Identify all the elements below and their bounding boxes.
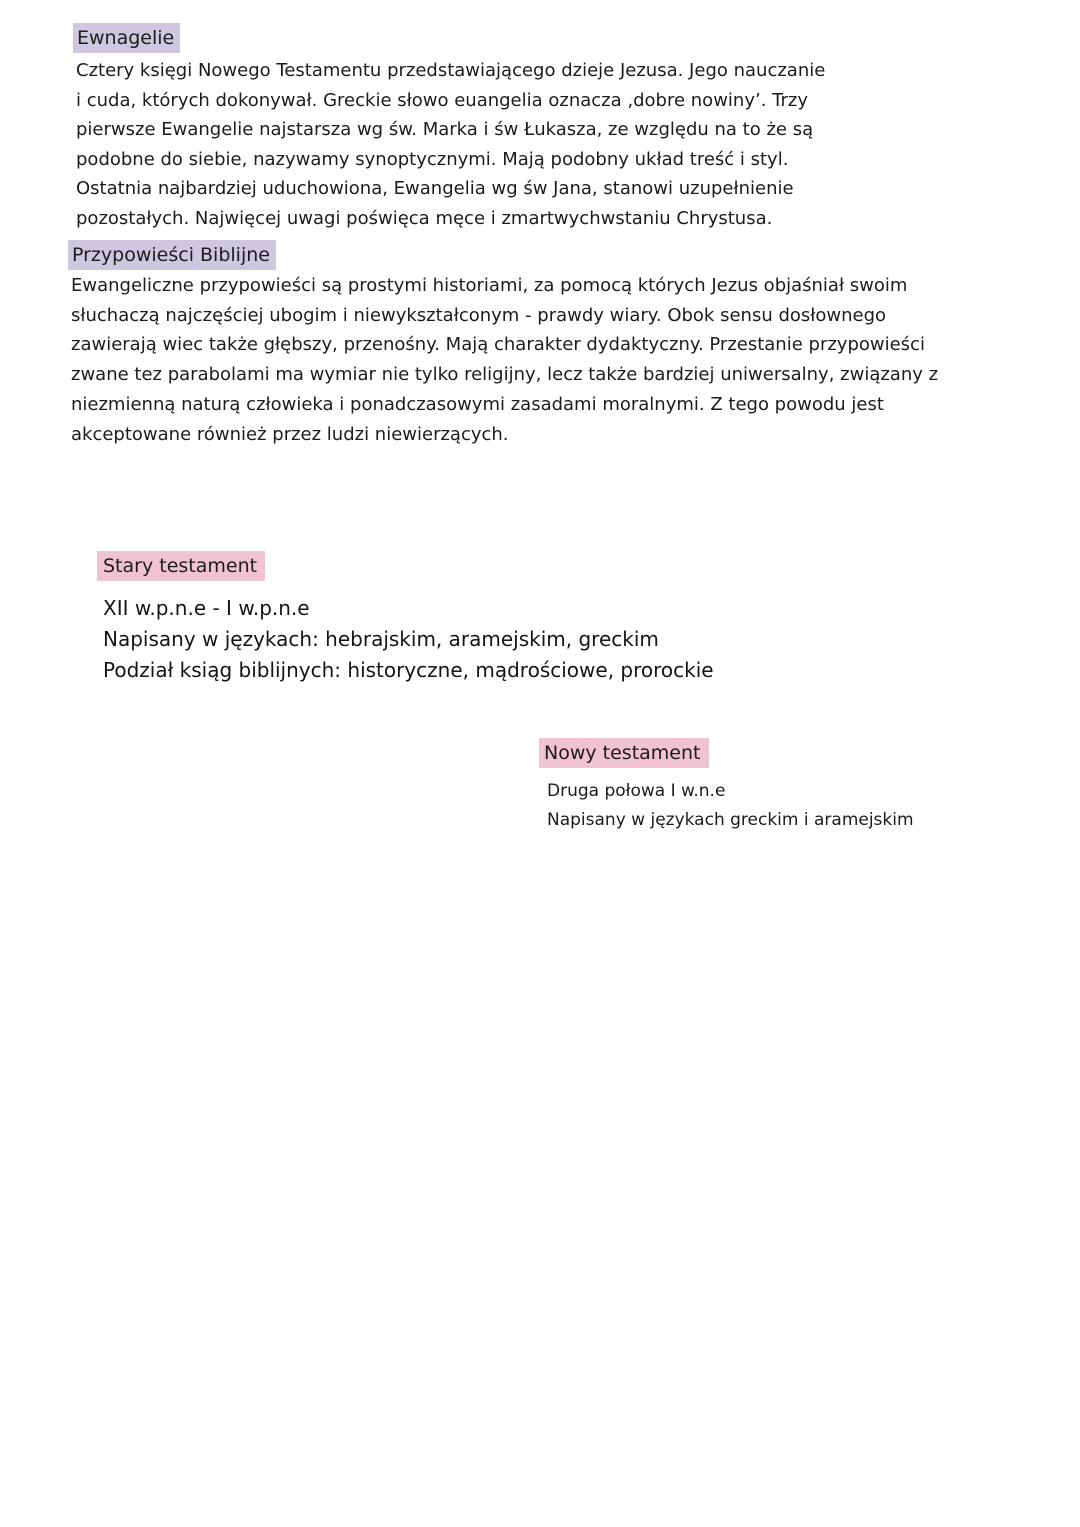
text-line: zwane tez parabolami ma wymiar nie tylko religijny, lecz także bardziej uniwersalny, związany z xyxy=(71,364,939,386)
text-line: pierwsze Ewangelie najstarsza wg św. Marka i św Łukasza, ze względu na to że są xyxy=(76,119,814,140)
stary-testament-details xyxy=(97,593,897,686)
text-line: i cuda, których dokonywał. Greckie słowo euangelia oznacza ‚dobre nowiny’. Trzy xyxy=(76,89,808,111)
paragraph-ewangelie xyxy=(73,56,1033,233)
text-line: Ewangeliczne przypowieści są prostymi historiami, za pomocą których Jezus objaśniał swoim xyxy=(71,275,908,296)
detail-line: Druga połowa I w.n.e xyxy=(547,781,726,801)
heading-przypowiesci: Przypowieści Biblijne xyxy=(68,240,276,270)
heading-ewangelie: Ewnagelie xyxy=(73,23,180,53)
detail-line: Napisany w językach greckim i aramejskim xyxy=(547,810,914,830)
text-line: Ostatnia najbardziej uduchowiona, Ewangelia wg św Jana, stanowi uzupełnienie xyxy=(76,178,794,199)
text-line: słuchaczą najczęściej ubogim i niewykształconym - prawdy wiary. Obok sensu dosłownego xyxy=(71,304,887,326)
nowy-testament-details xyxy=(539,777,1019,835)
heading-stary-testament: Stary testament xyxy=(97,551,265,581)
heading-nowy-testament: Nowy testament xyxy=(539,738,709,768)
detail-line: XII w.p.n.e - I w.p.n.e xyxy=(103,596,310,620)
section-przypowiesci xyxy=(68,240,1058,449)
text-line: podobne do siebie, nazywamy synoptycznymi. Mają podobny układ treść i styl. xyxy=(76,148,789,170)
section-nowy-testament xyxy=(539,738,1019,835)
paragraph-przypowiesci xyxy=(68,271,1058,449)
text-line: niezmienną naturą człowieka i ponadczasowymi zasadami moralnymi. Z tego powodu jest xyxy=(71,393,884,415)
text-line: akceptowane również przez ludzi niewierzących. xyxy=(71,423,509,445)
detail-line: Napisany w językach: hebrajskim, aramejskim, greckim xyxy=(103,627,659,651)
section-ewangelie xyxy=(73,23,1033,233)
detail-line: Podział ksiąg biblijnych: historyczne, mądrościowe, prorockie xyxy=(103,658,714,682)
section-stary-testament xyxy=(97,551,897,686)
text-line: zawierają wiec także głębszy, przenośny. Mają charakter dydaktyczny. Przestanie przypowieści xyxy=(71,334,925,356)
text-line: Cztery księgi Nowego Testamentu przedstawiającego dzieje Jezusa. Jego nauczanie xyxy=(76,60,826,81)
text-line: pozostałych. Najwięcej uwagi poświęca męce i zmartwychwstaniu Chrystusa. xyxy=(76,207,773,229)
